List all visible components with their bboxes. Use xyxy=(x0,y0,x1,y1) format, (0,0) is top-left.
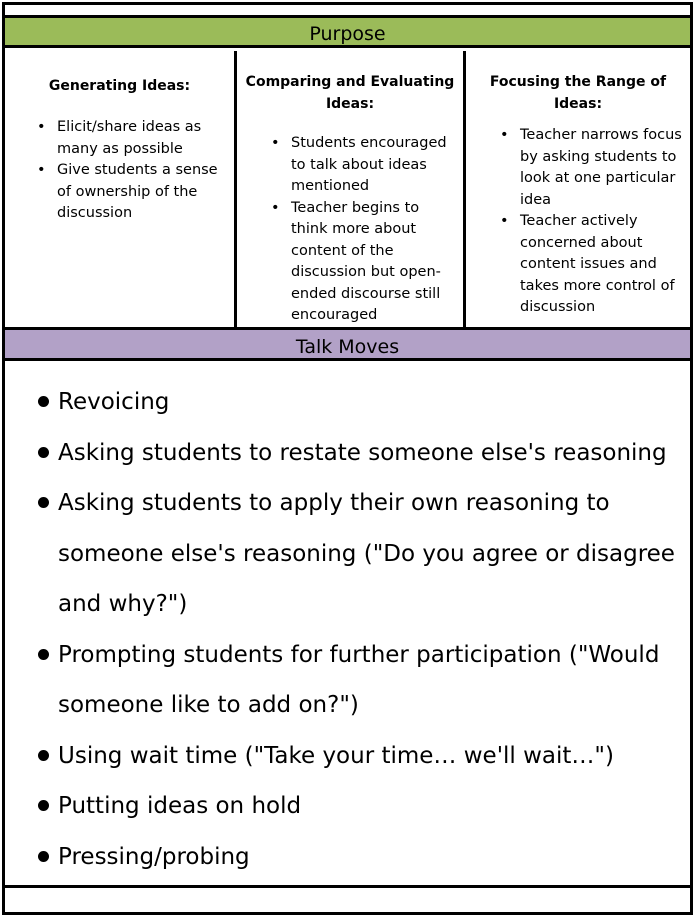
column-title: Generating Ideas: xyxy=(48,78,191,94)
list-item: • Elicit/share ideas as many as possible xyxy=(57,117,226,160)
list-item: • Teacher actively concerned about content issues and takes more control of discussion xyxy=(520,211,686,319)
bullet-list xyxy=(237,133,463,327)
list-item: Prompting students for further participation ("Would someone like to add on?") xyxy=(58,630,680,731)
talk-moves-header: Talk Moves xyxy=(5,327,690,361)
list-item: Pressing/probing xyxy=(58,832,680,883)
bottom-divider xyxy=(5,885,690,888)
purpose-column-focusing xyxy=(463,51,690,327)
list-item: • Teacher narrows focus by asking students to look at one particular idea xyxy=(520,125,686,211)
talk-moves-list xyxy=(5,377,690,882)
column-title: Comparing and Evaluating Ideas: xyxy=(245,74,455,112)
purpose-column-generating xyxy=(5,51,234,327)
list-item: Asking students to apply their own reasoning to someone else's reasoning ("Do you agree or disagree and why?") xyxy=(58,478,680,630)
bullet-list xyxy=(466,125,690,319)
column-title: Focusing the Range of Ideas: xyxy=(489,74,667,112)
list-item: • Students encouraged to talk about ideas mentioned xyxy=(291,133,459,198)
purpose-header: Purpose xyxy=(5,15,690,48)
list-item: • Give students a sense of ownership of the discussion xyxy=(57,160,226,225)
document-frame xyxy=(2,2,693,915)
list-item: Revoicing xyxy=(58,377,680,428)
purpose-column-comparing xyxy=(234,51,463,327)
bullet-list xyxy=(5,117,234,225)
list-item: Using wait time ("Take your time… we'll wait…") xyxy=(58,731,680,782)
list-item: Asking students to restate someone else's reasoning xyxy=(58,428,680,479)
list-item: • Teacher begins to think more about content of the discussion but open-ended discourse still encouraged xyxy=(291,198,459,327)
list-item: Putting ideas on hold xyxy=(58,781,680,832)
